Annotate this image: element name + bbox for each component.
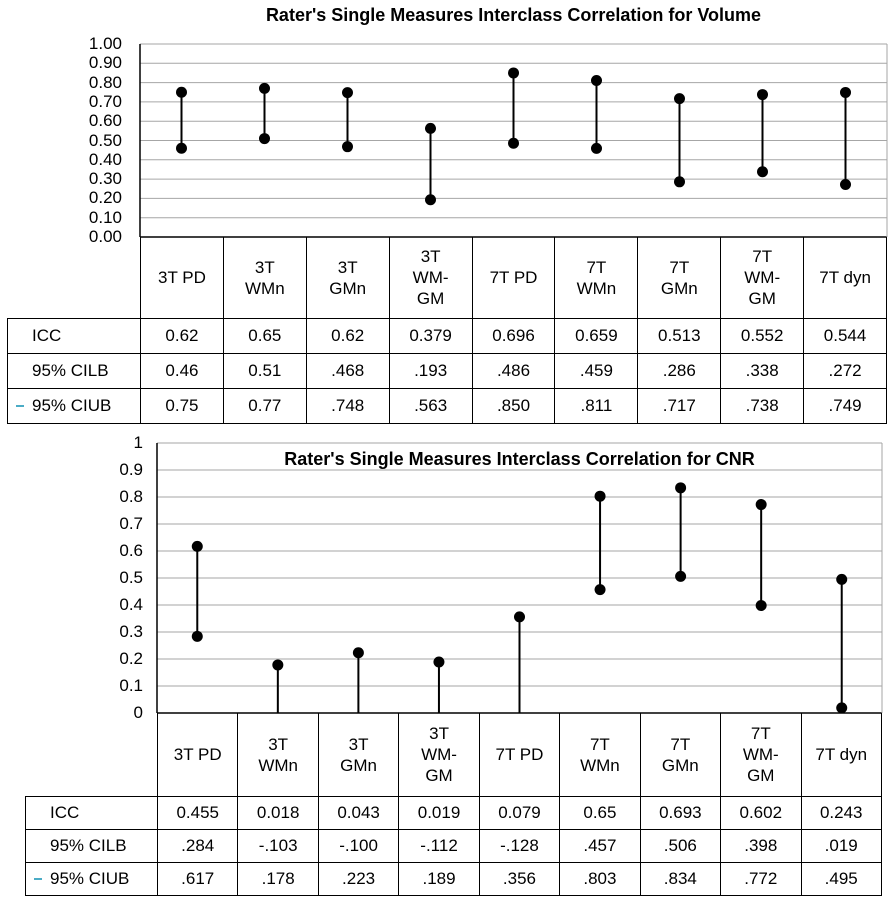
value-cell: 0.65 <box>223 319 306 353</box>
category-header-cell <box>479 713 559 796</box>
y-axis-tick-label: 0.6 <box>119 541 143 560</box>
y-axis-tick-label: 0.3 <box>119 622 143 641</box>
category-header-cell <box>398 713 478 796</box>
value-cell: 0.77 <box>223 389 306 423</box>
category-header-cell <box>472 237 555 318</box>
category-label: 7T PD <box>489 268 538 287</box>
y-axis-tick-label: 0.40 <box>88 149 122 169</box>
value-cell: .717 <box>637 389 720 423</box>
y-axis-tick-label: 0.9 <box>119 460 143 479</box>
plot-area <box>140 44 887 237</box>
value-cell: 0.693 <box>640 797 720 829</box>
row-label <box>7 354 140 388</box>
row-label-text: 95% CIUB <box>50 869 130 888</box>
ciub-marker <box>508 67 519 78</box>
value-cell: .834 <box>640 863 720 895</box>
row-label <box>25 863 157 895</box>
row-label <box>7 389 140 423</box>
ciub-marker <box>192 541 203 552</box>
y-axis-tick-label: 0.60 <box>88 111 122 131</box>
value-cell: .284 <box>157 830 237 862</box>
value-cell: .398 <box>720 830 800 862</box>
category-header-cell <box>306 237 389 318</box>
value-cell: 0.552 <box>720 319 803 353</box>
plot-area <box>157 443 882 713</box>
value-cell: 0.65 <box>559 797 639 829</box>
ciub-marker <box>595 491 606 502</box>
cilb-marker <box>591 143 602 154</box>
ciub-marker <box>259 83 270 94</box>
value-cell: .019 <box>801 830 882 862</box>
value-cell: 0.696 <box>472 319 555 353</box>
category-header-cell <box>801 713 881 796</box>
table-row <box>7 353 887 388</box>
value-cell: .338 <box>720 354 803 388</box>
cilb-marker <box>757 166 768 177</box>
table-row <box>25 862 882 896</box>
category-header-cell <box>559 713 639 796</box>
table-row <box>25 829 882 862</box>
category-label: 7T WMn <box>580 734 620 775</box>
value-cell: 0.018 <box>237 797 317 829</box>
value-cell: 0.379 <box>389 319 472 353</box>
value-cell: .486 <box>472 354 555 388</box>
row-label-text: 95% CILB <box>50 836 127 855</box>
y-axis-tick-label: 1.00 <box>88 34 122 53</box>
category-header-cell <box>720 237 803 318</box>
value-cell: .811 <box>554 389 637 423</box>
category-label: 3T PD <box>158 268 206 287</box>
value-cell: 0.019 <box>398 797 478 829</box>
category-header-cell <box>223 237 306 318</box>
cilb-marker <box>425 194 436 205</box>
cnr-chart-title-text: Rater's Single Measures Interclass Correlation for CNR <box>274 449 764 469</box>
y-axis-tick-label: 0.30 <box>88 169 122 189</box>
value-cell: 0.62 <box>140 319 223 353</box>
cilb-marker <box>192 631 203 642</box>
y-axis-tick-label: 0.7 <box>119 514 143 533</box>
y-axis-tick-label: 0.5 <box>119 568 143 587</box>
category-label: 3T WM- GM <box>412 247 449 308</box>
value-cell: 0.75 <box>140 389 223 423</box>
category-header-cell <box>389 237 472 318</box>
value-cell: .223 <box>318 863 398 895</box>
value-cell: .459 <box>554 354 637 388</box>
row-label-text: ICC <box>32 326 62 345</box>
cilb-marker <box>756 600 767 611</box>
value-cell: 0.043 <box>318 797 398 829</box>
ciub-marker <box>176 87 187 98</box>
value-cell: 0.46 <box>140 354 223 388</box>
category-header-cell <box>640 713 720 796</box>
value-cell: .617 <box>157 863 237 895</box>
row-label-text: ICC <box>50 803 80 822</box>
volume-chart-title <box>140 5 887 26</box>
table-row <box>7 318 887 353</box>
y-axis-tick-label: 0.10 <box>88 207 122 227</box>
value-cell: .772 <box>720 863 800 895</box>
value-cell: .850 <box>472 389 555 423</box>
category-header-row <box>140 237 887 318</box>
value-cell: -.112 <box>398 830 478 862</box>
value-cell: .748 <box>306 389 389 423</box>
value-cell: .286 <box>637 354 720 388</box>
value-cell: .356 <box>479 863 559 895</box>
row-label <box>25 797 157 829</box>
cilb-marker <box>176 143 187 154</box>
y-axis-tick-label: 0.80 <box>88 72 122 92</box>
value-cell: 0.079 <box>479 797 559 829</box>
value-cell: .563 <box>389 389 472 423</box>
y-axis-tick-label: 1 <box>133 433 143 452</box>
y-axis-tick-label: 0.4 <box>119 595 143 614</box>
ciub-marker <box>514 611 525 622</box>
value-cell: .193 <box>389 354 472 388</box>
category-label: 3T GMn <box>340 734 378 775</box>
value-cell: .189 <box>398 863 478 895</box>
ciub-marker <box>433 656 444 667</box>
value-cell: .272 <box>803 354 887 388</box>
category-header-cell <box>637 237 720 318</box>
ciub-marker <box>675 482 686 493</box>
category-header-cell <box>803 237 886 318</box>
ciub-marker <box>272 659 283 670</box>
y-axis-tick-label: 0.20 <box>88 188 122 208</box>
ciub-marker <box>840 87 851 98</box>
category-header-cell <box>318 713 398 796</box>
value-cell: 0.243 <box>801 797 882 829</box>
category-label: 7T WM- GM <box>742 724 779 785</box>
table-row <box>7 388 887 424</box>
category-header-row <box>157 713 882 796</box>
volume-chart-title-text: Rater's Single Measures Interclass Correlation for Volume <box>265 5 762 25</box>
table-row <box>25 796 882 829</box>
value-cell: .178 <box>237 863 317 895</box>
category-header-cell <box>158 713 237 796</box>
y-axis-tick-label: 0.90 <box>88 53 122 73</box>
value-cell: .803 <box>559 863 639 895</box>
value-cell: 0.455 <box>157 797 237 829</box>
cilb-marker <box>342 141 353 152</box>
y-axis-tick-label: 0.2 <box>119 649 143 668</box>
ciub-marker <box>342 87 353 98</box>
row-label-text: 95% CILB <box>32 361 109 380</box>
category-label: 7T dyn <box>819 268 871 287</box>
category-label: 3T WM- GM <box>421 724 457 785</box>
cilb-marker <box>508 138 519 149</box>
row-label <box>25 830 157 862</box>
cilb-marker <box>595 584 606 595</box>
cilb-marker <box>675 571 686 582</box>
value-cell: .495 <box>801 863 882 895</box>
ciub-marker <box>425 123 436 134</box>
value-cell: -.100 <box>318 830 398 862</box>
cilb-marker <box>836 702 847 713</box>
value-cell: .457 <box>559 830 639 862</box>
value-cell: .738 <box>720 389 803 423</box>
value-cell: .468 <box>306 354 389 388</box>
category-label: 7T PD <box>495 745 544 764</box>
category-label: 7T WM- GM <box>744 247 781 308</box>
ciub-marker <box>674 93 685 104</box>
value-cell: 0.51 <box>223 354 306 388</box>
value-cell: .749 <box>803 389 887 423</box>
cilb-marker <box>674 176 685 187</box>
ciub-marker <box>353 647 364 658</box>
value-cell: .506 <box>640 830 720 862</box>
value-cell: 0.513 <box>637 319 720 353</box>
y-axis-tick-label: 0.1 <box>119 676 143 695</box>
y-axis-tick-label: 0 <box>133 703 143 722</box>
value-cell: -.103 <box>237 830 317 862</box>
legend-key-dash <box>16 405 24 407</box>
category-header-cell <box>554 237 637 318</box>
category-label: 3T WMn <box>245 257 285 298</box>
value-cell: 0.659 <box>554 319 637 353</box>
row-label <box>7 319 140 353</box>
category-label: 3T GMn <box>329 257 367 298</box>
category-header-cell <box>720 713 800 796</box>
cnr-chart-title <box>157 449 882 470</box>
category-header-cell <box>141 237 223 318</box>
value-cell: 0.602 <box>720 797 800 829</box>
category-label: 3T WMn <box>258 734 298 775</box>
ciub-marker <box>591 75 602 86</box>
legend-key-dash <box>34 878 42 880</box>
y-axis-tick-label: 0.70 <box>88 91 122 111</box>
ciub-marker <box>836 574 847 585</box>
y-axis-tick-label: 0.50 <box>88 130 122 150</box>
y-axis-tick-label: 0.8 <box>119 487 143 506</box>
category-label: 7T dyn <box>815 745 868 764</box>
category-label: 7T GMn <box>661 734 699 775</box>
category-label: 7T GMn <box>660 257 698 298</box>
row-label-text: 95% CIUB <box>32 396 112 415</box>
value-cell: 0.544 <box>803 319 887 353</box>
value-cell: 0.62 <box>306 319 389 353</box>
value-cell: -.128 <box>479 830 559 862</box>
cilb-marker <box>840 179 851 190</box>
category-header-cell <box>237 713 317 796</box>
ciub-marker <box>756 499 767 510</box>
y-axis-tick-label: 0.00 <box>88 227 122 246</box>
ciub-marker <box>757 89 768 100</box>
category-label: 3T PD <box>173 745 222 764</box>
cilb-marker <box>259 133 270 144</box>
category-label: 7T WMn <box>576 257 617 298</box>
